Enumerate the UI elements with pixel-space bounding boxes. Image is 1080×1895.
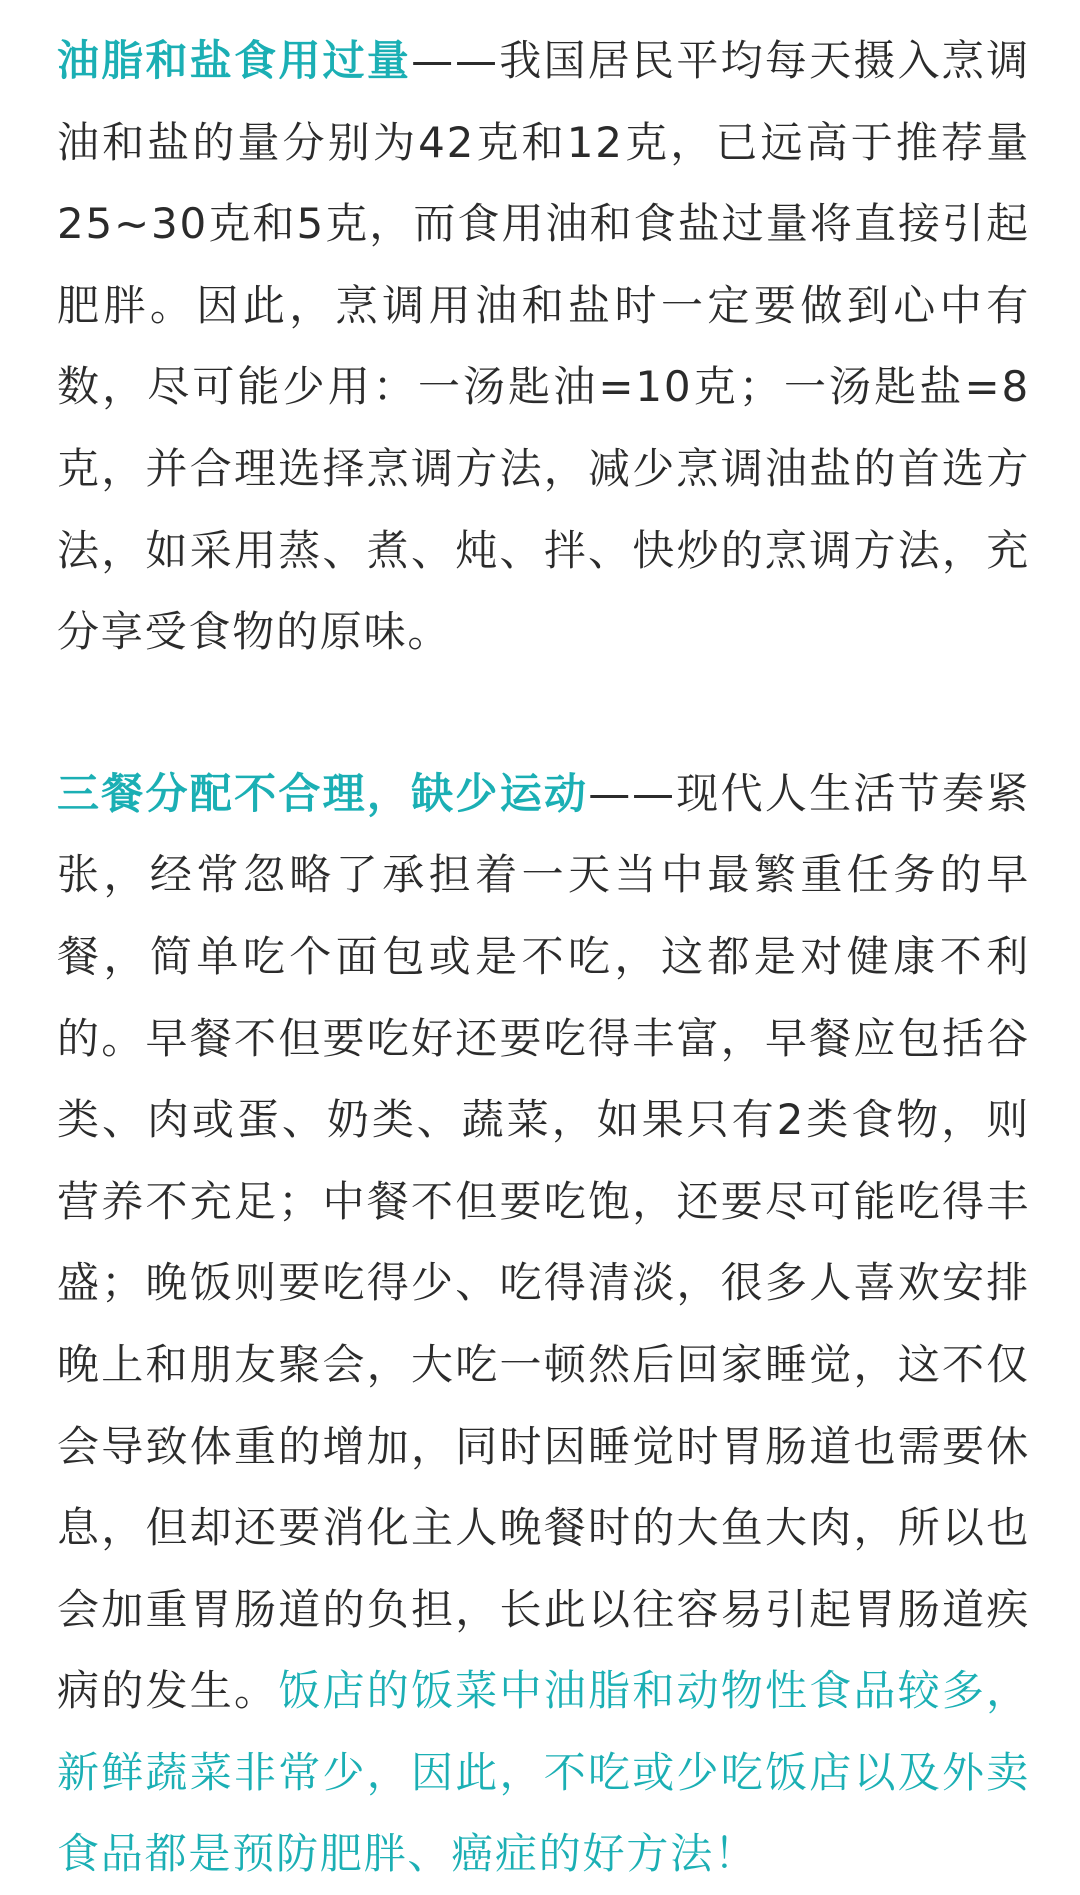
paragraph-body-oil-salt: ——我国居民平均每天摄入烹调油和盐的量分别为42克和12克，已远高于推荐量25~30克和5克，而食用油和食盐过量将直接引起肥胖。因此，烹调用油和盐时一定要做到心中有数，尽可能少用：一汤匙油=10克；一汤匙盐=8克，并合理选择烹调方法，减少烹调油盐的首选方法，如采用蒸、煮、炖、拌、快炒的烹调方法，充分享受食物的原味。 — [57, 36, 1031, 657]
paragraph-body-meals-exercise: ——现代人生活节奏紧张，经常忽略了承担着一天当中最繁重任务的早餐，简单吃个面包或是不吃，这都是对健康不利的。早餐不但要吃好还要吃得丰富，早餐应包括谷类、肉或蛋、奶类、蔬菜，如果只有2类食物，则营养不充足；中餐不但要吃饱，还要尽可能吃得丰盛；晚饭则要吃得少、吃得清淡，很多人喜欢安排晚上和朋友聚会，大吃一顿然后回家睡觉，这不仅会导致体重的增加，同时因睡觉时胃肠道也需要休息，但却还要消化主人晚餐时的大鱼大肉，所以也会加重胃肠道的负担，长此以往容易引起胃肠道疾病的发生。 — [57, 768, 1030, 1716]
paragraph-meals-exercise — [57, 753, 1030, 1895]
paragraph-heading-meals-exercise: 三餐分配不合理，缺少运动 — [57, 768, 589, 818]
highlighted-tip-restaurant-food: 饭店的饭菜中油脂和动物性食品较多，新鲜蔬菜非常少，因此，不吃或少吃饭店以及外卖食品都是预防肥胖、癌症的好方法！ — [57, 1666, 1030, 1879]
paragraph-oil-salt — [57, 20, 1030, 673]
paragraph-heading-oil-salt: 油脂和盐食用过量 — [57, 36, 412, 85]
